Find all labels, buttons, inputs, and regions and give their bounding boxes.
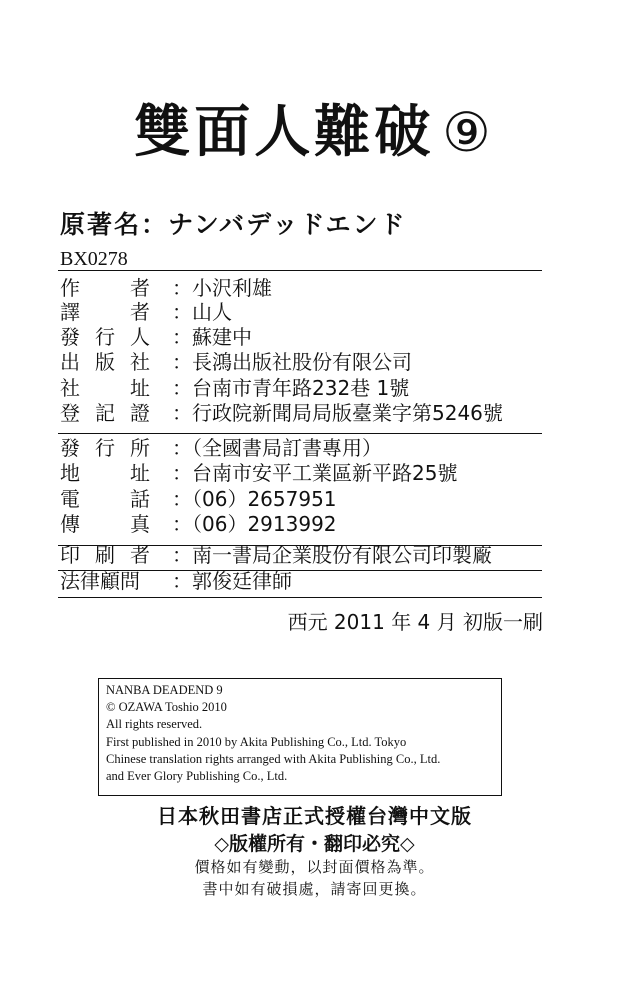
book-title-text: 雙面人難破 [134,100,435,165]
credit-label [60,461,172,485]
credit-row [60,543,492,567]
credit-row [60,461,457,485]
credit-value: ：台南市安平工業區新平路25號 [172,461,458,485]
credit-label [60,376,172,400]
credit-label-char: 發 [60,436,80,460]
credit-label-char: 法律顧問 [60,569,140,593]
edition-date: 西元 2011 年 4 月 初版一刷 [287,610,543,634]
credit-value: ：（06）2657951 [172,487,337,511]
license-notice: 日本秋田書店正式授權台灣中文版 [157,804,472,828]
credit-row [60,300,232,324]
credit-label-char: 址 [130,461,150,485]
copyright-line: NANBA DEADEND 9 [106,683,223,697]
divider [58,597,542,598]
credit-label-char: 發 [60,325,80,349]
credit-label-char: 人 [130,325,150,349]
divider [58,433,542,434]
credit-row [60,401,503,425]
credit-row [60,512,337,536]
credit-label [60,300,172,324]
damage-notice: 書中如有破損處，請寄回更換。 [202,880,427,898]
book-title [0,98,629,168]
credit-value: ：南一書局企業股份有限公司印製廠 [172,543,492,567]
divider [58,570,542,571]
credit-label [60,487,172,511]
volume-number: ⑨ [442,101,495,164]
copyright-line: First published in 2010 by Akita Publishing Co., Ltd. Tokyo [106,734,407,749]
credit-label-char: 所 [130,436,150,460]
credit-label-char: 址 [130,376,150,400]
credit-label-char: 社 [130,350,150,374]
credit-label-char: 記 [95,401,115,425]
credit-label-char: 登 [60,401,80,425]
credit-value: ：（06）2913992 [172,512,337,536]
credit-label-char: 者 [130,543,150,567]
credit-value: ：台南市青年路232巷 1號 [172,376,410,400]
rights-notice: ◇版權所有・翻印必究◇ [214,833,415,855]
credit-label-char: 電 [60,487,80,511]
credit-label-char: 出 [60,350,80,374]
credit-label-char: 者 [130,300,150,324]
credit-value: ：小沢利雄 [172,276,272,300]
credit-label [60,512,172,536]
credit-label [60,325,172,349]
credit-row [60,376,409,400]
copyright-line: © OZAWA Toshio 2010 [106,700,227,715]
credit-row [60,325,252,349]
copyright-line: and Ever Glory Publishing Co., Ltd. [106,769,288,784]
credit-label-char: 地 [60,461,80,485]
credit-value: ：（全國書局訂書專用） [172,436,382,460]
credit-label-char: 者 [130,276,150,300]
credit-label-char: 作 [60,276,80,300]
credit-label-char: 刷 [95,543,115,567]
credit-value: ：郭俊廷律師 [172,569,292,593]
credit-label [60,569,172,593]
copyright-box [98,678,502,796]
credit-label-char: 真 [130,512,150,536]
credit-label [60,276,172,300]
credit-label-char: 社 [60,376,80,400]
divider [58,545,542,546]
credit-label-char: 行 [95,325,115,349]
original-title: 原著名：ナンバデッドエンド [60,210,407,239]
credit-label-char: 傳 [60,512,80,536]
credit-label-char: 證 [130,401,150,425]
credit-row [60,436,382,460]
credit-label-char: 版 [95,350,115,374]
credit-label [60,350,172,374]
copyright-line: All rights reserved. [106,717,203,732]
credit-value: ：山人 [172,300,232,324]
credit-row [60,276,272,300]
credit-value: ：蘇建中 [172,325,252,349]
credit-label-char: 行 [95,436,115,460]
credit-row [60,487,337,511]
credit-label-char: 印 [60,543,80,567]
price-notice: 價格如有變動，以封面價格為準。 [194,858,435,876]
credit-label [60,543,172,567]
credit-value: ：行政院新聞局局版臺業字第5246號 [172,401,503,425]
divider [58,270,542,271]
credit-row [60,350,412,374]
copyright-line: Chinese translation rights arranged with Akita Publishing Co., Ltd. [106,751,441,766]
book-code: BX0278 [60,248,128,270]
credit-label [60,436,172,460]
credit-label-char: 譯 [60,300,80,324]
credit-label-char: 話 [130,487,150,511]
credit-label [60,401,172,425]
credit-row [60,569,292,593]
credit-value: ：長鴻出版社股份有限公司 [172,350,412,374]
